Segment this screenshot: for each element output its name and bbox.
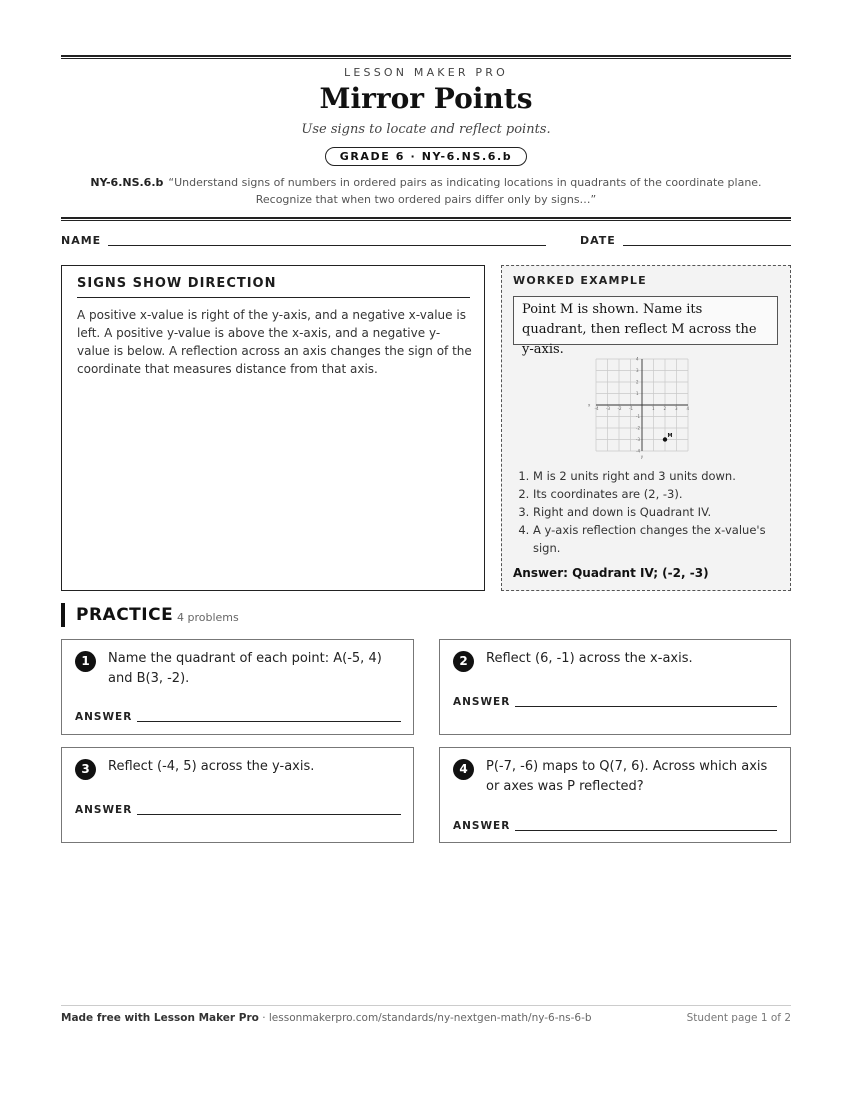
y-tick-label: 4: [636, 356, 639, 362]
y-tick-label: -4: [636, 448, 640, 454]
footer-rule: [61, 1005, 791, 1006]
practice-accent-bar: [61, 603, 65, 627]
page-subtitle: Use signs to locate and reflect points.: [301, 122, 551, 137]
worksheet-page: [61, 0, 791, 1100]
footer-made-with: Made free with Lesson Maker Pro: [61, 1012, 259, 1024]
worked-step: 3. Right and down is Quadrant IV.: [533, 503, 783, 521]
answer-label: ANSWER: [453, 820, 511, 832]
name-field[interactable]: [108, 245, 546, 246]
footer-credit: [61, 1012, 592, 1024]
y-tick-label: -3: [636, 437, 640, 442]
brand-name: LESSON MAKER PRO: [344, 66, 508, 79]
worked-example-label: WORKED EXAMPLE: [513, 274, 647, 287]
worked-steps: [513, 467, 783, 557]
header-bottom-rule: [61, 217, 791, 221]
problem-number: 3: [75, 759, 96, 780]
x-tick-label: -3: [606, 406, 610, 411]
worked-example-box: [501, 265, 791, 591]
answer-field[interactable]: [515, 830, 777, 831]
x-tick-label: 3: [675, 406, 678, 411]
practice-title: PRACTICE: [76, 605, 174, 625]
answer-field[interactable]: [137, 721, 401, 722]
problem-text: Name the quadrant of each point: A(-5, 4) and B(3, -2).: [108, 651, 382, 686]
answer-field[interactable]: [515, 706, 777, 707]
x-tick-label: 2: [663, 406, 667, 411]
footer-page-number: Student page 1 of 2: [686, 1012, 791, 1024]
standard-description: [61, 174, 791, 208]
worked-step: 2. Its coordinates are (2, -3).: [533, 485, 783, 503]
footer-url: lessonmakerpro.com/standards/ny-nextgen-math/ny-6-ns-6-b: [268, 1012, 592, 1024]
y-tick-label: 2: [636, 379, 639, 385]
y-tick-label: 3: [636, 368, 639, 373]
concept-box: [61, 265, 485, 591]
problem-card-2: [439, 639, 791, 735]
worked-answer: Answer: Quadrant IV; (-2, -3): [513, 566, 709, 580]
concept-body: A positive x-value is right of the y-axis, and a negative x-value is left. A positive y-value is above the x-axis, and a negative y-value is below. A reflection across an axis changes the sign of the coordinate that measures distance from that axis.: [77, 308, 472, 376]
problem-card-1: [61, 639, 414, 735]
worked-step: 1. M is 2 units right and 3 units down.: [533, 467, 783, 485]
date-field[interactable]: [623, 245, 791, 246]
date-label: DATE: [580, 234, 616, 247]
top-rule: [61, 55, 791, 59]
answer-label: ANSWER: [453, 696, 511, 708]
answer-label: ANSWER: [75, 804, 133, 816]
problem-text: P(-7, -6) maps to Q(7, 6). Across which axis or axes was P reflected?: [486, 759, 768, 794]
x-tick-label: -4: [594, 406, 599, 411]
coordinate-grid: [590, 354, 700, 464]
y-tick-label: 1: [636, 391, 639, 396]
standard-text: “Understand signs of numbers in ordered pairs as indicating locations in quadrants of the coordinate plane. Recognize that when two ordered pairs differ only by signs…”: [168, 176, 762, 206]
page-title: Mirror Points: [319, 82, 533, 115]
x-tick-label: -2: [617, 406, 622, 411]
x-tick-label: -1: [629, 406, 633, 411]
worked-step: 4. A y-axis reflection changes the x-value's sign.: [533, 521, 783, 557]
grade-badge: GRADE 6 · NY-6.NS.6.b: [325, 147, 528, 166]
practice-count: 4 problems: [177, 611, 239, 624]
problem-card-3: [61, 747, 414, 843]
name-label: NAME: [61, 234, 102, 247]
y-axis-label: y: [640, 454, 644, 459]
answer-label: ANSWER: [75, 711, 133, 723]
y-tick-label: -1: [636, 414, 640, 419]
x-tick-label: 1: [652, 406, 655, 411]
worked-example-prompt: Point M is shown. Name its quadrant, then reflect M across the y-axis.: [513, 296, 778, 345]
problem-card-4: [439, 747, 791, 843]
problem-number: 2: [453, 651, 474, 672]
footer-separator: ·: [258, 1012, 269, 1024]
problem-number: 1: [75, 651, 96, 672]
problem-text: Reflect (-4, 5) across the y-axis.: [108, 759, 315, 774]
problem-text: Reflect (6, -1) across the x-axis.: [486, 651, 693, 666]
problem-number: 4: [453, 759, 474, 780]
y-tick-label: -2: [636, 425, 640, 431]
x-axis-label: x: [588, 402, 591, 408]
x-tick-label: 4: [686, 406, 690, 411]
answer-field[interactable]: [137, 814, 401, 815]
point-label: M: [667, 433, 673, 439]
standard-code: NY-6.NS.6.b: [90, 176, 164, 189]
concept-title: SIGNS SHOW DIRECTION: [77, 276, 470, 298]
